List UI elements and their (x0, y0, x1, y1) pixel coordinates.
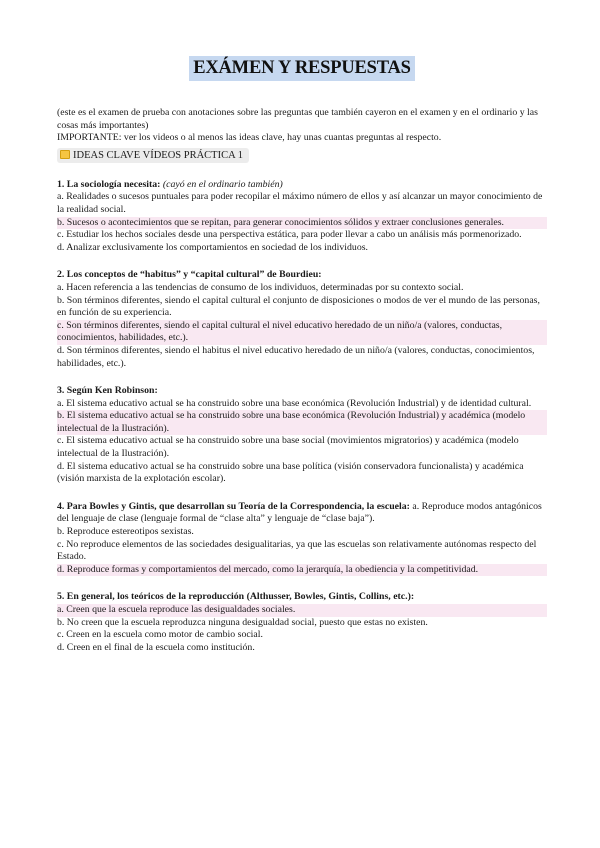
question-1-option-c: c. Estudiar los hechos sociales desde una perspectiva estática, para poder llevar a cabo un análisis más pormenorizado. (57, 229, 522, 241)
question-3-option-b-correct: b. El sistema educativo actual se ha construido sobre una base económica (Revolución Industrial) y académica (modelo intelectual de la Ilustración). (57, 410, 547, 435)
question-3-option-a: a. El sistema educativo actual se ha construido sobre una base económica (Revolución Industrial) y de identidad cultural. (57, 397, 532, 409)
question-2-option-c-correct: c. Son términos diferentes, siendo el capital cultural el nivel educativo heredado de un niño/a (valores, conductas, conocimientos, habilidades, etc.). (57, 320, 547, 345)
question-1-note: (cayó en el ordinario también) (160, 178, 283, 190)
question-1 (57, 179, 547, 255)
title-wrap (57, 56, 547, 81)
callout-label: IDEAS CLAVE VÍDEOS PRÁCTICA 1 (73, 149, 243, 161)
question-5-option-b: b. No creen que la escuela reproduzca ninguna desigualdad social, puesto que estas no existen. (57, 616, 428, 628)
question-3 (57, 385, 547, 486)
question-4-option-c: c. No reproduce elementos de las sociedades desigualitarias, ya que las escuelas son relativamente autónomas respecto del Estado. (57, 538, 537, 563)
question-5-option-c: c. Creen en la escuela como motor de cambio social. (57, 629, 263, 641)
question-5 (57, 591, 547, 654)
question-3-option-c: c. El sistema educativo actual se ha construido sobre una base social (movimientos migratorios) y académica (modelo intelectual de la Ilustración). (57, 435, 519, 460)
question-5-option-d: d. Creen en el final de la escuela como institución. (57, 641, 255, 653)
important-note: IMPORTANTE: ver los videos o al menos las ideas clave, hay unas cuantas preguntas al respecto. (57, 132, 442, 144)
question-4 (57, 501, 547, 577)
question-2-option-d: d. Son términos diferentes, siendo el habitus el nivel educativo heredado de un niño/a (valores, conductas, conocimientos, habilidades, etc.). (57, 344, 535, 369)
question-5-option-a-correct: a. Creen que la escuela reproduce las desigualdades sociales. (57, 604, 547, 617)
folder-icon (60, 150, 70, 159)
question-2-option-a: a. Hacen referencia a las tendencias de consumo de los individuos, determinadas por su contexto social. (57, 281, 464, 293)
question-1-option-d: d. Analizar exclusivamente los comportamientos en sociedad de los individuos. (57, 241, 368, 253)
question-1-option-b-correct: b. Sucesos o acontecimientos que se repitan, para generar conocimientos sólidos y extraer conclusiones generales. (57, 217, 547, 230)
question-1-option-a: a. Realidades o sucesos puntuales para poder recopilar el máximo número de ellos y así alcanzar un mayor conocimiento de la realidad social. (57, 191, 543, 215)
question-4-option-b: b. Reproduce estereotipos sexistas. (57, 526, 194, 538)
question-2-title: 2. Los conceptos de “habitus” y “capital cultural” de Bourdieu: (57, 269, 322, 281)
document-page (57, 56, 547, 654)
page-title: EXÁMEN Y RESPUESTAS (189, 56, 415, 81)
question-1-title: 1. La sociología necesita: (57, 178, 161, 190)
question-4-title: 4. Para Bowles y Gintis, que desarrollan su Teoría de la Correspondencia, la escuela: (57, 500, 410, 512)
question-4-option-d-correct: d. Reproduce formas y comportamientos del mercado, como la jerarquía, la obediencia y la competitividad. (57, 564, 547, 577)
question-3-title: 3. Según Ken Robinson: (57, 385, 158, 397)
question-4-option-a: a. Reproduce modos antagónicos del lenguaje de clase (lenguaje formal de “clase alta” y lenguaje de “clase baja”). (57, 500, 542, 525)
ideas-clave-link[interactable] (57, 148, 249, 163)
question-3-option-d: d. El sistema educativo actual se ha construido sobre una base política (visión conservadora funcionalista) y académica (visión marxista de la explotación escolar). (57, 460, 524, 485)
question-2-option-b: b. Son términos diferentes, siendo el capital cultural el conjunto de disposiciones o modos de ver el mundo de las personas, en función de su experiencia. (57, 294, 540, 319)
question-5-title: 5. En general, los teóricos de la reproducción (Althusser, Bowles, Gintis, Collins, etc.): (57, 591, 415, 603)
intro-note: (este es el examen de prueba con anotaciones sobre las preguntas que también cayeron en el examen y en el ordinario y las cosas más importantes) (57, 107, 538, 131)
question-2 (57, 269, 547, 370)
